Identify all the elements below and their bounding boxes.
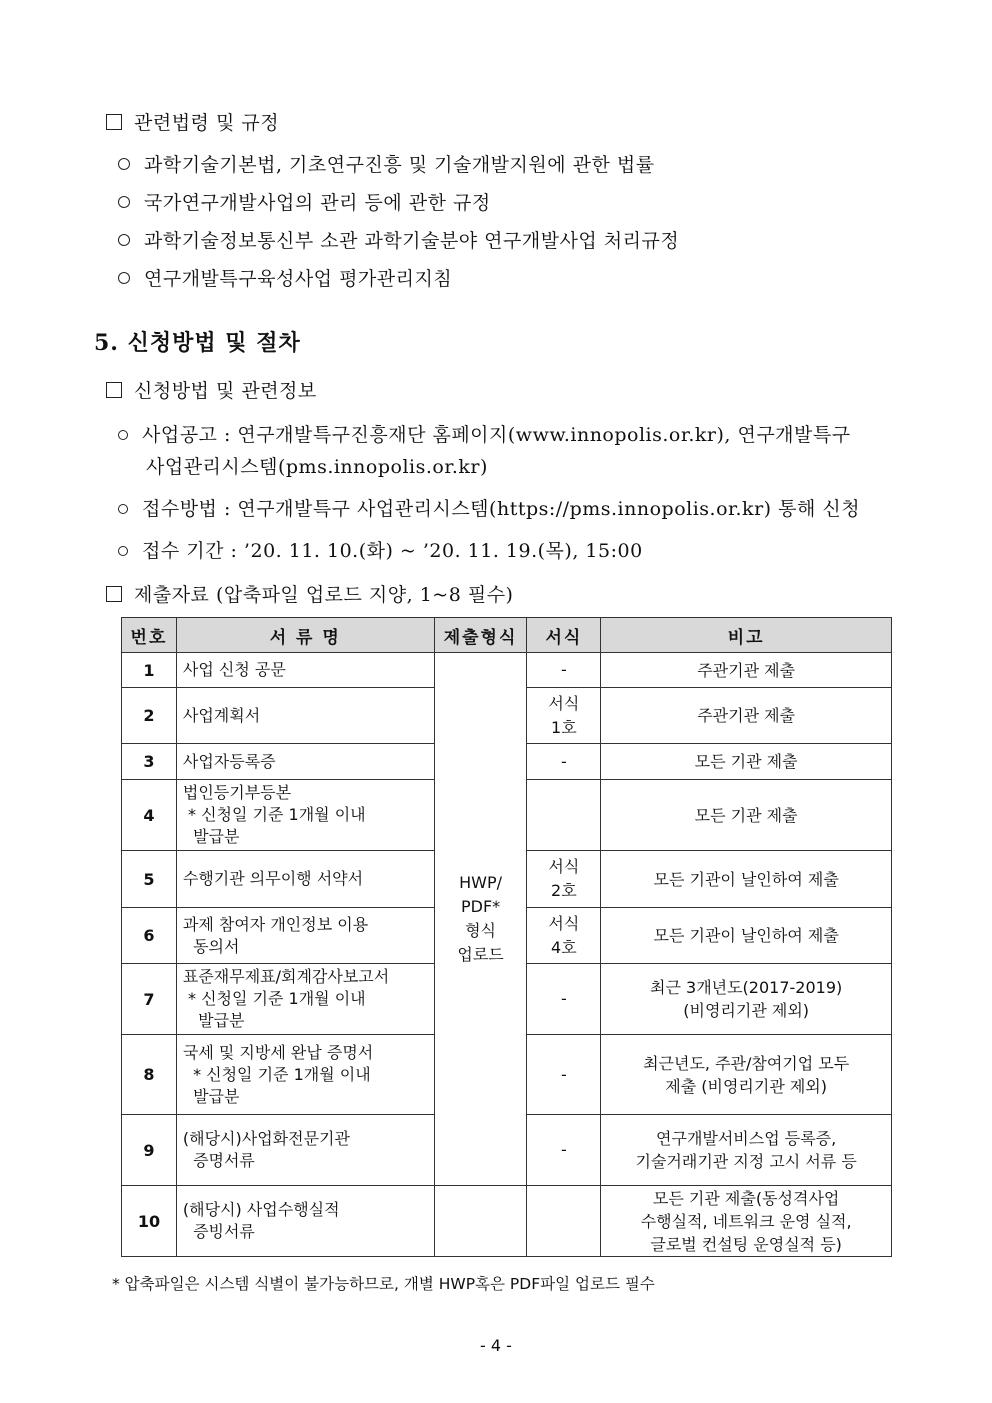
cell-form	[527, 688, 601, 744]
checkbox-square-icon	[106, 114, 122, 130]
cell-form-line: -	[560, 1064, 567, 1084]
notice-item	[118, 420, 908, 447]
checkbox-square-icon	[106, 586, 122, 602]
cell-no: 5	[122, 851, 177, 908]
footnote: * 압축파일은 시스템 식별이 불가능하므로, 개별 HWP혹은 PDF파일 업로드 필수	[112, 1275, 655, 1293]
cell-remark-line: 모든 기관이 날인하여 제출	[653, 869, 839, 889]
cell-no: 4	[122, 780, 177, 851]
cell-form-line: 서식	[548, 913, 580, 933]
related-laws-heading	[106, 108, 279, 135]
cell-remark-line: 연구개발서비스업 등록증,	[656, 1129, 837, 1148]
cell-doc-line: 표준재무제표/회계감사보고서	[182, 967, 390, 986]
cell-format-line: PDF*	[460, 897, 501, 916]
cell-remark-line: 제출 (비영리기관 제외)	[665, 1076, 828, 1096]
cell-remark	[601, 688, 892, 744]
cell-remark-line: 최근 3개년도(2017-2019)	[650, 978, 843, 997]
cell-remark	[601, 964, 892, 1035]
cell-doc-line: 발급분	[182, 827, 240, 846]
circle-bullet-icon	[118, 504, 128, 514]
method-text: 접수방법 : 연구개발특구 사업관리시스템(https://pms.innopolis.or.kr) 통해 신청	[142, 498, 861, 520]
circle-bullet-icon	[118, 430, 128, 440]
cell-doc-line: * 신청일 기준 1개월 이내	[182, 805, 366, 824]
cell-doc	[176, 780, 434, 851]
cell-remark	[601, 744, 892, 780]
cell-remark-line: (비영리기관 제외)	[683, 1001, 810, 1020]
list-item	[118, 150, 655, 177]
cell-remark	[601, 1115, 892, 1186]
cell-format-merged	[434, 653, 527, 1186]
cell-form-line: 2호	[551, 881, 577, 900]
cell-form-line: 4호	[551, 937, 577, 957]
cell-remark	[601, 780, 892, 851]
cell-doc-line: 법인등기부등본	[182, 783, 292, 802]
cell-doc	[176, 688, 434, 744]
cell-format-line: HWP/	[459, 873, 502, 892]
cell-format-empty	[434, 1186, 527, 1257]
cell-doc-line: 사업자등록증	[182, 751, 276, 771]
cell-doc	[176, 964, 434, 1035]
cell-form	[527, 653, 601, 688]
cell-remark-line: 모든 기관이 날인하여 제출	[653, 926, 839, 945]
cell-no: 2	[122, 688, 177, 744]
circle-bullet-icon	[118, 158, 130, 170]
cell-form	[527, 964, 601, 1035]
cell-form-line: -	[560, 751, 567, 771]
cell-form-line: -	[560, 1140, 567, 1159]
cell-form	[527, 851, 601, 908]
cell-remark	[601, 851, 892, 908]
list-item-text: 연구개발특구육성사업 평가관리지침	[144, 268, 453, 290]
cell-no: 1	[122, 653, 177, 688]
cell-remark-line: 수행실적, 네트워크 운영 실적,	[640, 1211, 852, 1231]
notice-text-line2: 사업관리시스템(pms.innopolis.or.kr)	[146, 456, 488, 478]
cell-doc	[176, 1035, 434, 1115]
cell-remark	[601, 908, 892, 964]
cell-doc-line: 증빙서류	[182, 1222, 255, 1241]
cell-doc	[176, 1115, 434, 1186]
cell-doc	[176, 653, 434, 688]
cell-doc-line: 발급분	[182, 1086, 240, 1106]
table-row	[122, 1186, 892, 1257]
cell-no: 8	[122, 1035, 177, 1115]
cell-no: 10	[122, 1186, 177, 1257]
cell-form	[527, 1035, 601, 1115]
cell-form-line: -	[560, 989, 567, 1008]
list-item-text: 과학기술기본법, 기초연구진흥 및 기술개발지원에 관한 법률	[144, 154, 655, 176]
apply-heading	[106, 376, 317, 403]
cell-doc	[176, 851, 434, 908]
cell-remark-line: 글로벌 컨설팅 운영실적 등)	[650, 1234, 842, 1254]
cell-remark-line: 최근년도, 주관/참여기업 모두	[643, 1053, 850, 1073]
cell-doc-line: 과제 참여자 개인정보 이용	[182, 914, 369, 934]
cell-form	[527, 908, 601, 964]
submission-table	[121, 617, 892, 1257]
cell-form	[527, 1186, 601, 1257]
cell-doc-line: (해당시) 사업수행실적	[182, 1200, 340, 1219]
cell-remark-line: 모든 기관 제출	[694, 752, 798, 771]
table-row	[122, 653, 892, 688]
cell-doc-line: 발급분	[182, 1011, 245, 1030]
cell-remark-line: 모든 기관 제출(동성격사업	[652, 1188, 840, 1208]
cell-remark-line: 기술거래기관 지정 고시 서류 등	[635, 1152, 857, 1171]
cell-remark-line: 주관기관 제출	[697, 706, 796, 725]
cell-doc-line: 사업계획서	[182, 705, 261, 725]
cell-doc-line: 수행기관 의무이행 서약서	[182, 869, 364, 888]
checkbox-square-icon	[106, 382, 122, 398]
submit-heading-text: 제출자료 (압축파일 업로드 지양, 1~8 필수)	[134, 584, 514, 606]
section-title: 5. 신청방법 및 절차	[94, 330, 301, 356]
circle-bullet-icon	[118, 196, 130, 208]
cell-form	[527, 744, 601, 780]
circle-bullet-icon	[118, 234, 130, 246]
cell-format-line: 형식	[465, 921, 497, 940]
circle-bullet-icon	[118, 272, 130, 284]
notice-text-line1: 사업공고 : 연구개발특구진흥재단 홈페이지(www.innopolis.or.kr), 연구개발특구	[142, 424, 851, 446]
period-text: 접수 기간 : ’20. 11. 10.(화) ~ ’20. 11. 19.(목), 15:00	[142, 540, 643, 562]
cell-remark	[601, 1186, 892, 1257]
cell-remark-line: 주관기관 제출	[697, 660, 796, 680]
list-item-text: 국가연구개발사업의 관리 등에 관한 규정	[144, 192, 491, 214]
cell-form-line: 1호	[551, 717, 577, 737]
header-no: 번호	[122, 618, 177, 653]
list-item	[118, 226, 679, 253]
cell-form	[527, 780, 601, 851]
cell-doc-line: 증명서류	[182, 1151, 255, 1170]
cell-doc-line: * 신청일 기준 1개월 이내	[182, 1064, 371, 1084]
header-format: 제출형식	[434, 618, 527, 653]
cell-remark	[601, 1035, 892, 1115]
submit-heading	[106, 580, 513, 607]
cell-form-line: 서식	[548, 857, 580, 876]
cell-remark-line: 모든 기관 제출	[694, 805, 798, 825]
cell-no: 6	[122, 908, 177, 964]
cell-doc-line: 사업 신청 공문	[182, 660, 286, 679]
header-doc: 서 류 명	[176, 618, 434, 653]
cell-no: 7	[122, 964, 177, 1035]
list-item-text: 과학기술정보통신부 소관 과학기술분야 연구개발사업 처리규정	[144, 230, 680, 252]
page-number: - 4 -	[480, 1336, 512, 1355]
cell-doc-line: 동의서	[182, 936, 240, 956]
header-remark: 비고	[601, 618, 892, 653]
apply-heading-text: 신청방법 및 관련정보	[134, 380, 317, 402]
list-item	[118, 188, 491, 215]
period-item	[118, 536, 643, 563]
cell-doc	[176, 744, 434, 780]
cell-doc-line: (해당시)사업화전문기관	[182, 1129, 350, 1148]
header-form: 서식	[527, 618, 601, 653]
cell-format-line: 업로드	[457, 945, 504, 964]
list-item	[118, 264, 452, 291]
circle-bullet-icon	[118, 546, 128, 556]
cell-form-line: 서식	[548, 693, 580, 713]
cell-form	[527, 1115, 601, 1186]
cell-doc-line: 국세 및 지방세 완납 증명서	[182, 1042, 374, 1062]
cell-no: 3	[122, 744, 177, 780]
cell-doc-line: * 신청일 기준 1개월 이내	[182, 989, 366, 1008]
cell-form-line: -	[560, 660, 567, 679]
cell-remark	[601, 653, 892, 688]
cell-doc	[176, 908, 434, 964]
method-item	[118, 494, 860, 521]
cell-doc	[176, 1186, 434, 1257]
cell-no: 9	[122, 1115, 177, 1186]
related-laws-heading-text: 관련법령 및 규정	[134, 112, 280, 134]
table-header-row	[122, 618, 892, 653]
